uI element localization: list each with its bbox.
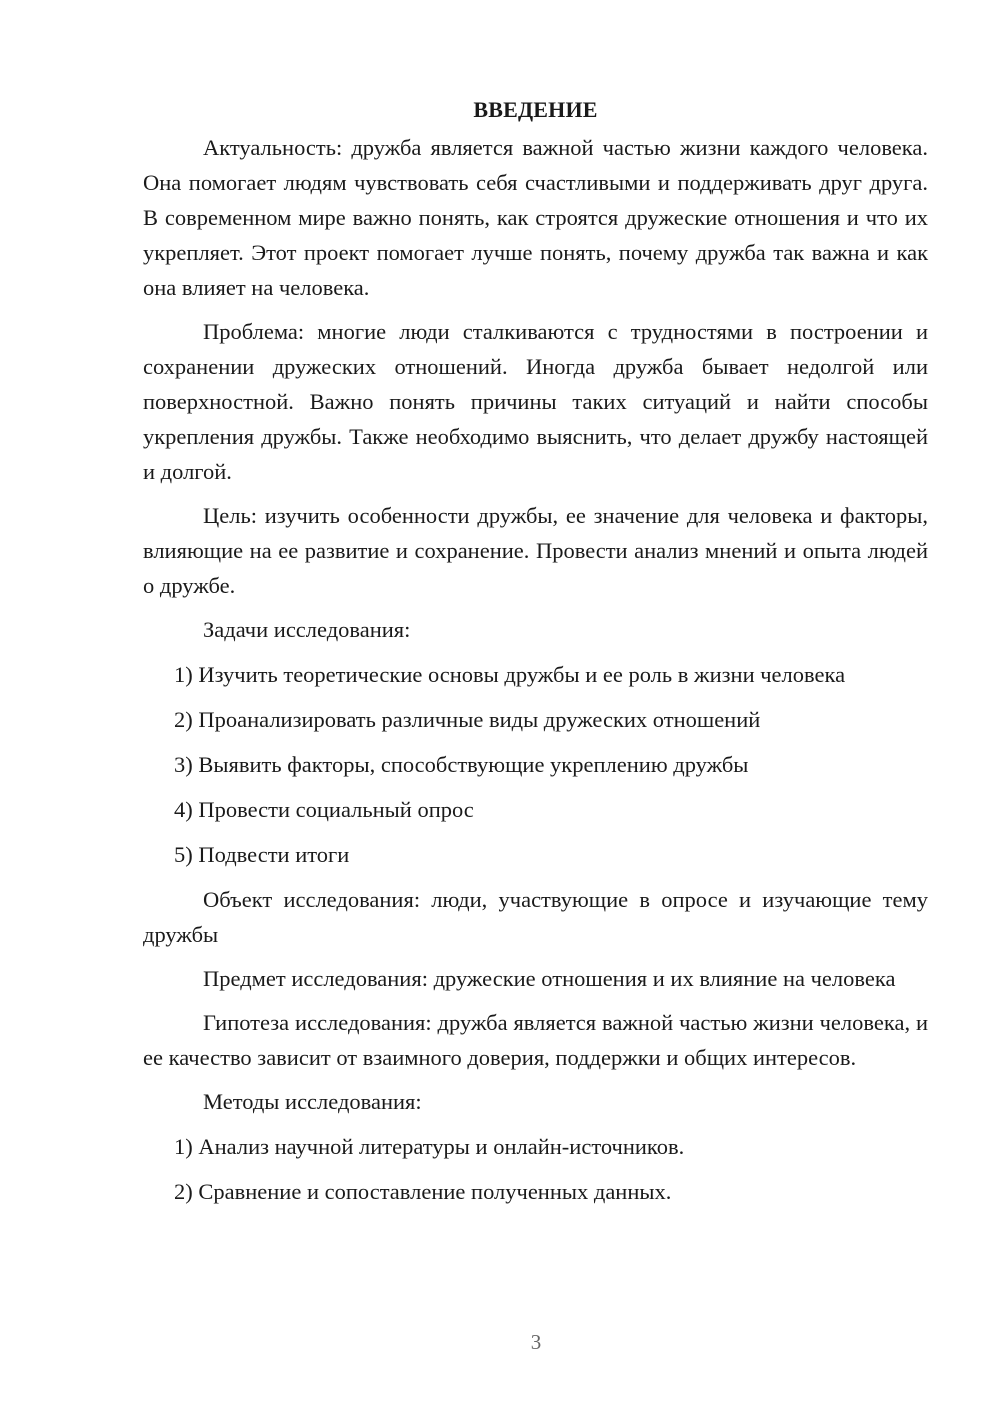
list-item: 4) Провести социальный опрос — [174, 797, 474, 822]
methods-list — [143, 1129, 928, 1209]
list-item: 2) Проанализировать различные виды дружеских отношений — [174, 707, 761, 732]
problem-paragraph: Проблема: многие люди сталкиваются с трудностями в построении и сохранении дружеских отношений. Иногда дружба бывает недолгой или поверхностной. Важно понять причины таких ситуаций и найти способы укрепления дружбы. Также необходимо выяснить, что делает дружбу настоящей и долгой. — [143, 319, 928, 484]
object-paragraph: Объект исследования: люди, участвующие в опросе и изучающие тему дружбы — [143, 887, 928, 947]
methods-label: Методы исследования: — [203, 1089, 422, 1114]
tasks-list — [143, 657, 928, 872]
section-heading: ВВЕДЕНИЕ — [473, 97, 598, 122]
relevance-paragraph: Актуальность: дружба является важной частью жизни каждого человека. Она помогает людям чувствовать себя счастливыми и поддерживать друг друга. В современном мире важно понять, как строятся дружеские отношения и что их укрепляет. Этот проект помогает лучше понять, почему дружба так важна и как она влияет на человека. — [143, 135, 928, 300]
tasks-label: Задачи исследования: — [203, 617, 411, 642]
list-item: 2) Сравнение и сопоставление полученных данных. — [174, 1179, 672, 1204]
list-item: 1) Анализ научной литературы и онлайн-источников. — [174, 1134, 685, 1159]
list-item: 1) Изучить теоретические основы дружбы и ее роль в жизни человека — [174, 662, 846, 687]
subject-paragraph: Предмет исследования: дружеские отношения и их влияние на человека — [203, 966, 896, 991]
hypothesis-paragraph: Гипотеза исследования: дружба является важной частью жизни человека, и ее качество зависит от взаимного доверия, поддержки и общих интересов. — [143, 1010, 928, 1070]
list-item: 5) Подвести итоги — [174, 842, 350, 867]
page-number: 3 — [530, 1330, 542, 1354]
list-item: 3) Выявить факторы, способствующие укреплению дружбы — [174, 752, 749, 777]
document-page — [143, 92, 928, 1219]
goal-paragraph: Цель: изучить особенности дружбы, ее значение для человека и факторы, влияющие на ее развитие и сохранение. Провести анализ мнений и опыта людей о дружбе. — [143, 503, 928, 598]
